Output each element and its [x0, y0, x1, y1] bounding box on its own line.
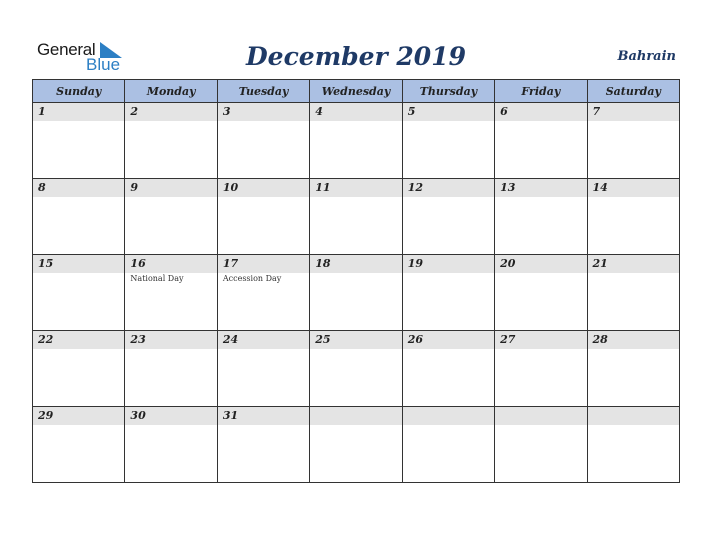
day-number: 13: [495, 179, 586, 197]
day-number: 16: [125, 255, 216, 273]
day-number: 2: [125, 103, 216, 121]
day-number: [588, 407, 679, 425]
day-number: 29: [33, 407, 124, 425]
week-row: [33, 407, 680, 483]
day-number: 17: [218, 255, 309, 273]
day-number: 26: [403, 331, 494, 349]
day-cell: [33, 407, 125, 483]
day-cell: [495, 255, 587, 331]
brand-logo: [37, 40, 127, 74]
day-cell: [33, 255, 125, 331]
day-number: 7: [588, 103, 679, 121]
weekday-header: Friday: [495, 80, 587, 103]
day-cell: [587, 103, 679, 179]
day-number: 12: [403, 179, 494, 197]
day-cell: [587, 179, 679, 255]
weekday-header: Tuesday: [217, 80, 309, 103]
weekday-header-row: [33, 80, 680, 103]
day-number: 20: [495, 255, 586, 273]
weekday-header: Saturday: [587, 80, 679, 103]
day-number: 19: [403, 255, 494, 273]
day-number: 21: [588, 255, 679, 273]
day-cell: [217, 407, 309, 483]
day-number: 10: [218, 179, 309, 197]
day-cell: [310, 255, 402, 331]
day-cell: [402, 255, 494, 331]
day-cell: [125, 179, 217, 255]
day-cell: [33, 179, 125, 255]
day-number: 25: [310, 331, 401, 349]
country-label: Bahrain: [617, 49, 676, 64]
calendar-body: [33, 103, 680, 483]
day-cell: [217, 255, 309, 331]
week-row: [33, 331, 680, 407]
day-cell: [125, 407, 217, 483]
day-cell: [402, 179, 494, 255]
day-cell: [495, 331, 587, 407]
day-cell: [402, 331, 494, 407]
day-number: [403, 407, 494, 425]
day-number: 3: [218, 103, 309, 121]
day-cell: [587, 407, 679, 483]
logo-text-blue: Blue: [86, 55, 121, 74]
day-number: 11: [310, 179, 401, 197]
day-cell: [33, 103, 125, 179]
calendar-title: December 2019: [245, 42, 466, 71]
day-cell: [125, 103, 217, 179]
day-cell: [310, 179, 402, 255]
day-number: 15: [33, 255, 124, 273]
day-cell: [495, 407, 587, 483]
weekday-header: Sunday: [33, 80, 125, 103]
day-number: 30: [125, 407, 216, 425]
weekday-header: Wednesday: [310, 80, 402, 103]
day-number: 18: [310, 255, 401, 273]
day-cell: [310, 407, 402, 483]
day-cell: [587, 331, 679, 407]
weekday-header: Monday: [125, 80, 217, 103]
logo-text-general: General: [37, 40, 96, 59]
week-row: [33, 179, 680, 255]
day-number: 24: [218, 331, 309, 349]
day-cell: [495, 103, 587, 179]
day-number: 9: [125, 179, 216, 197]
day-number: 1: [33, 103, 124, 121]
day-number: 8: [33, 179, 124, 197]
day-number: 5: [403, 103, 494, 121]
day-cell: [217, 179, 309, 255]
day-number: 27: [495, 331, 586, 349]
day-cell: [310, 331, 402, 407]
day-number: 22: [33, 331, 124, 349]
day-cell: [402, 103, 494, 179]
week-row: [33, 103, 680, 179]
day-number: 23: [125, 331, 216, 349]
day-cell: [33, 331, 125, 407]
day-number: 31: [218, 407, 309, 425]
day-number: 6: [495, 103, 586, 121]
holiday-label: Accession Day: [222, 274, 282, 283]
day-cell: [217, 331, 309, 407]
day-cell: [495, 179, 587, 255]
holiday-label: National Day: [130, 274, 184, 283]
day-number: [310, 407, 401, 425]
calendar-grid: [32, 79, 680, 483]
day-number: [495, 407, 586, 425]
day-cell: [125, 331, 217, 407]
day-cell: [587, 255, 679, 331]
week-row: [33, 255, 680, 331]
weekday-header: Thursday: [402, 80, 494, 103]
day-cell: [310, 103, 402, 179]
day-cell: [402, 407, 494, 483]
day-cell: [125, 255, 217, 331]
day-cell: [217, 103, 309, 179]
day-number: 28: [588, 331, 679, 349]
day-number: 14: [588, 179, 679, 197]
day-number: 4: [310, 103, 401, 121]
